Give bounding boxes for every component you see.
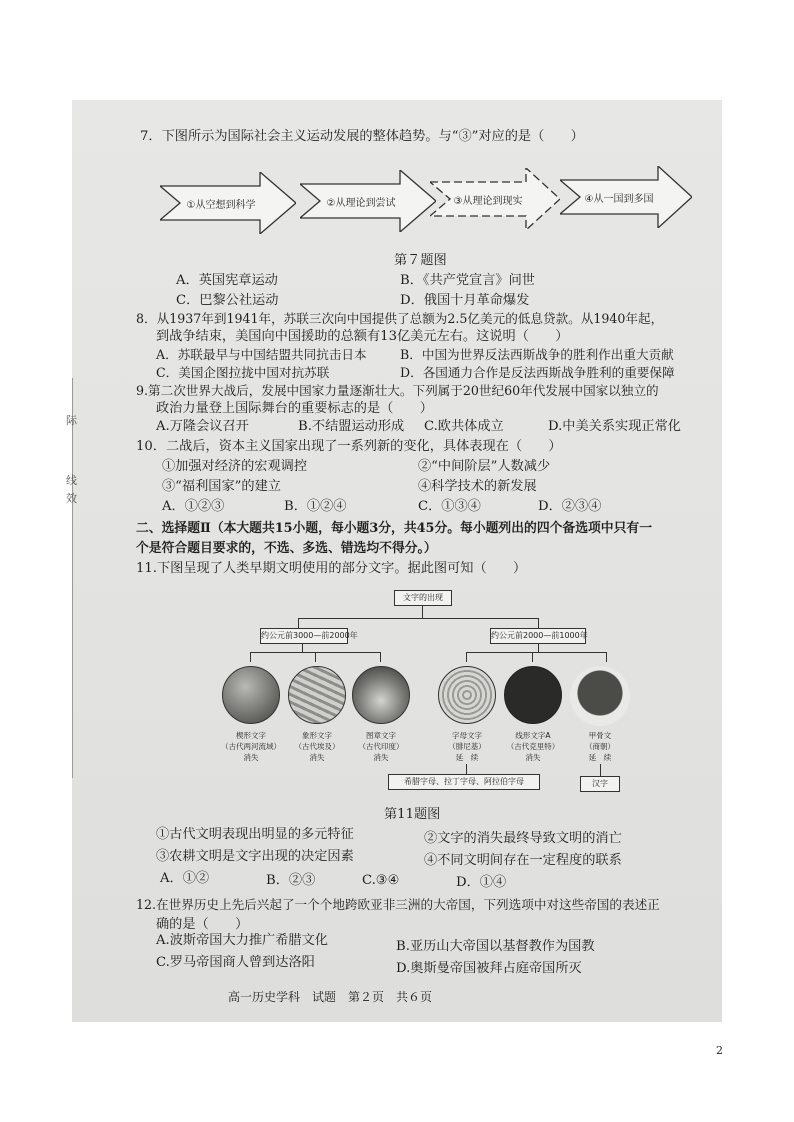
q11-item-2: ②文字的消失最终导致文明的消亡 <box>424 831 622 846</box>
page-number: 2 <box>716 1044 723 1057</box>
diagram-period-right: 约公元前2000—前1000年 <box>490 628 586 644</box>
q7-arrow-4-label: ④从一国到多国 <box>584 193 654 205</box>
q8-option-a: A．苏联最早与中国结盟共同抗击日本 <box>156 347 367 362</box>
q8-option-d: D．各国通力合作是反法西斯战争胜利的重要保障 <box>400 365 675 380</box>
q11-stem: 11.下图呈现了人类早期文明使用的部分文字。据此图可知（ ） <box>136 561 527 576</box>
q12-option-c: C.罗马帝国商人曾到达洛阳 <box>156 955 315 970</box>
q7-arrow-1-label: ①从空想到科学 <box>186 199 256 211</box>
q9-stem-line1: 9.第二次世界大战后，发展中国家力量逐渐壮大。下列属于20世纪60年代发展中国家以独立的 <box>136 383 659 398</box>
q11-item-1: ①古代文明表现出明显的多元特征 <box>156 827 354 842</box>
diagram-derived-left: 希腊字母、拉丁字母、阿拉伯字母 <box>388 774 540 790</box>
oracle-bone-image <box>570 666 630 726</box>
margin-char-2: 线 <box>66 474 77 487</box>
q11-item-3: ③农耕文明是文字出现的决定因素 <box>156 849 354 864</box>
q10-item-4: ④科学技术的新发展 <box>418 479 537 494</box>
scanned-page <box>72 100 722 1022</box>
q11-option-a: A．①② <box>160 871 210 886</box>
diagram-derived-right: 汉字 <box>580 776 620 792</box>
q10-stem: 10．二战后，资本主义国家出现了一系列新的变化，具体表现在（ ） <box>136 439 562 454</box>
q11-option-b: B．②③ <box>266 873 316 888</box>
q12-option-d: D.奥斯曼帝国被拜占庭帝国所灭 <box>396 961 582 976</box>
q11-option-d: D．①④ <box>456 875 507 890</box>
q9-stem-line2: 政治力量登上国际舞台的重要标志的是（ ） <box>156 401 433 416</box>
q7-stem: 7．下图所示为国际社会主义运动发展的整体趋势。与“③”对应的是（ ） <box>140 129 584 144</box>
q8-option-c: C．美国企图拉拢中国对抗苏联 <box>156 365 330 380</box>
q12-stem-line1: 12.在世界历史上先后兴起了一个个地跨欧亚非三洲的大帝国，下列选项中对这些帝国的表述正 <box>136 897 660 912</box>
q10-option-d: D．②③④ <box>538 499 602 514</box>
q12-stem-line2: 确的是（ ） <box>156 917 249 932</box>
q9-option-b: B.不结盟运动形成 <box>298 419 405 434</box>
q10-item-3: ③“福利国家”的建立 <box>162 479 281 494</box>
q10-option-c: C．①③④ <box>418 499 481 514</box>
diagram-period-left: 约公元前3000—前2000年 <box>260 628 348 644</box>
q11-caption: 第11题图 <box>384 807 441 822</box>
q7-arrow-2 <box>300 170 436 232</box>
script-caption-2: 象形文字 （古代埃及） 消失 <box>294 731 340 762</box>
q9-option-c: C.欧共体成立 <box>424 419 504 434</box>
q10-item-2: ②“中间阶层”人数减少 <box>418 459 551 474</box>
q11-item-4: ④不同文明间存在一定程度的联系 <box>424 853 622 868</box>
margin-char-1: 际 <box>66 414 77 427</box>
seal-script-image <box>352 666 410 724</box>
q7-option-c: C．巴黎公社运动 <box>176 293 279 308</box>
diagram-root: 文字的出现 <box>394 590 452 606</box>
script-caption-1: 楔形文字 （古代两河流域） 消失 <box>221 731 281 762</box>
q7-arrow-3 <box>430 168 560 230</box>
binding-margin-line <box>72 378 73 778</box>
q7-caption: 第７题图 <box>394 253 447 268</box>
script-caption-6: 甲骨文 （商朝） 延 续 <box>585 731 615 762</box>
linear-a-image <box>504 666 562 724</box>
hieroglyph-image <box>288 666 346 724</box>
q10-option-a: A．①②③ <box>162 499 225 514</box>
q7-arrow-4 <box>560 166 692 228</box>
section-2-heading-line2: 个是符合题目要求的，不选、多选、错选均不得分。） <box>136 541 437 556</box>
q8-stem-line1: 8．从1937年到1941年，苏联三次向中国提供了总额为2.5亿美元的低息贷款。从1940年起， <box>136 311 664 326</box>
page-footer: 高一历史学科 试题 第２页 共６页 <box>228 990 433 1004</box>
script-caption-4: 字母文字 （腓尼基） 延 续 <box>448 731 486 762</box>
q9-option-d: D.中美关系实现正常化 <box>548 419 681 434</box>
script-caption-3: 图章文字 （古代印度） 消失 <box>358 731 404 762</box>
q7-option-b: B．《共产党宣言》问世 <box>400 273 535 288</box>
section-2-heading-line1: 二、选择题Ⅱ（本大题共15小题，每小题3分，共45分。每小题列出的四个备选项中只有一 <box>136 521 652 536</box>
q7-arrow-3-label: ③从理论到现实 <box>453 195 523 207</box>
margin-char-3: 效 <box>66 492 77 505</box>
q10-item-1: ①加强对经济的宏观调控 <box>162 459 308 474</box>
q7-option-d: D．俄国十月革命爆发 <box>400 293 530 308</box>
q7-arrow-2-label: ②从理论到尝试 <box>326 197 396 209</box>
q12-option-a: A.波斯帝国大力推广希腊文化 <box>156 933 328 948</box>
script-caption-5: 线形文字A （古代克里特） 消失 <box>506 731 560 762</box>
q10-option-b: B．①②④ <box>284 499 347 514</box>
q11-option-c: C.③④ <box>362 873 400 888</box>
q7-arrow-1 <box>160 172 296 234</box>
q8-stem-line2: 到战争结束，美国向中国援助的总额有13亿美元左右。这说明（ ） <box>156 329 569 344</box>
phoenician-image <box>438 666 496 724</box>
q8-option-b: B．中国为世界反法西斯战争的胜利作出重大贡献 <box>400 347 674 362</box>
q7-option-a: A．英国宪章运动 <box>176 273 278 288</box>
q12-option-b: B.亚历山大帝国以基督教作为国教 <box>396 939 595 954</box>
q9-option-a: A.万隆会议召开 <box>156 419 249 434</box>
cuneiform-image <box>222 666 280 724</box>
